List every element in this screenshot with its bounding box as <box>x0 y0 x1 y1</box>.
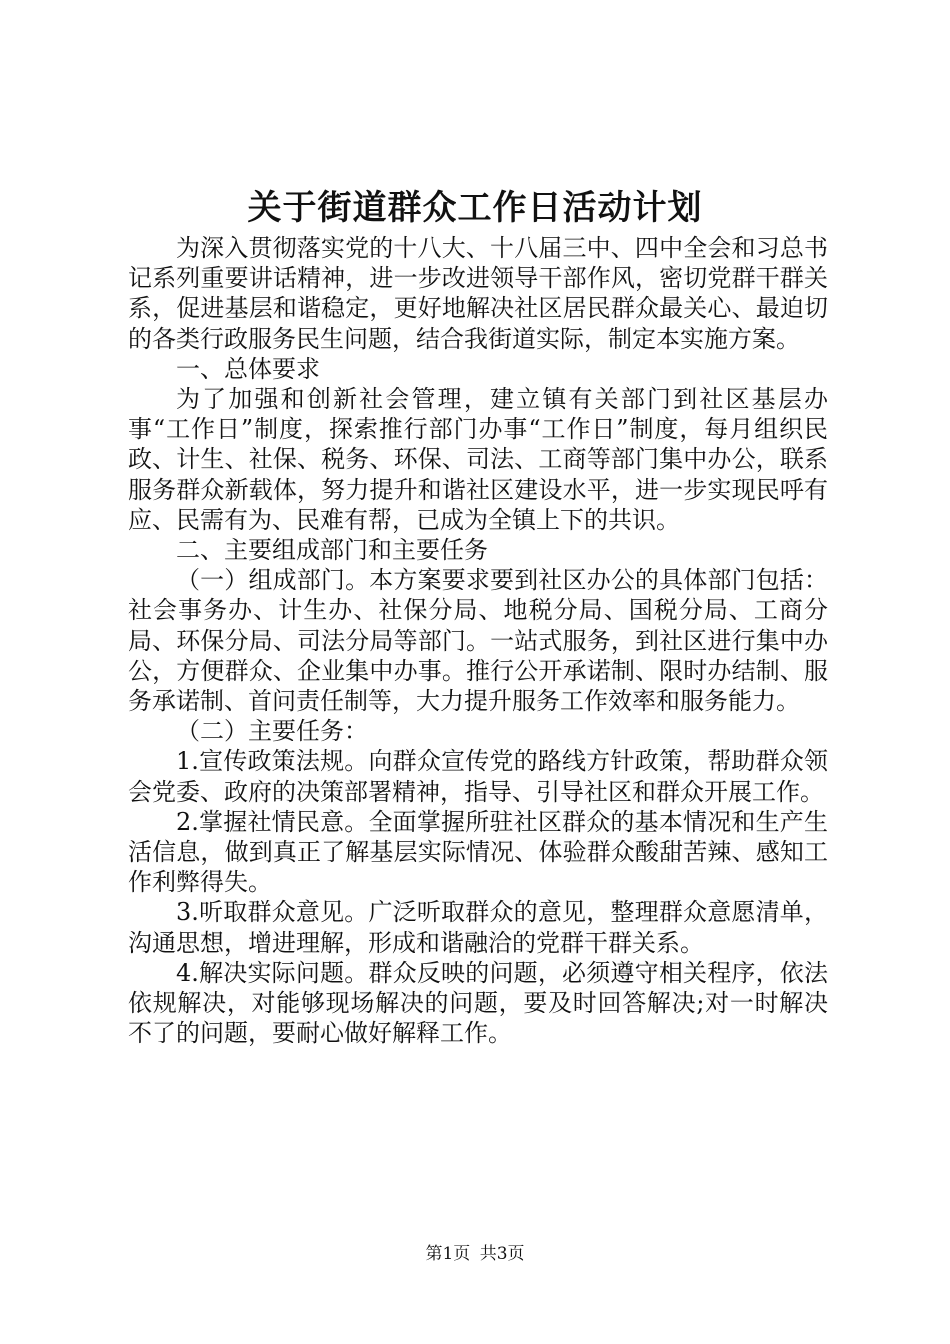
heading-main-tasks: （二）主要任务： <box>176 717 368 746</box>
paragraph-intro: 为深入贯彻落实党的十八大、十八届三中、四中全会和习总书记系列重要讲话精神，进一步改进领导干部作风，密切党群干群关系，促进基层和谐稳定，更好地解决社区居民群众最关心、最迫切的各类行政服务民生问题，结合我街道实际，制定本实施方案。 <box>128 234 828 353</box>
task-item-1: 1.宣传政策法规。向群众宣传党的路线方针政策，帮助群众领会党委、政府的决策部署精神，指导、引导社区和群众开展工作。 <box>128 747 828 806</box>
page-footer <box>0 1242 950 1266</box>
task-item-4: 4.解决实际问题。群众反映的问题，必须遵守相关程序，依法依规解决，对能够现场解决的问题，要及时回答解决;对一时解决不了的问题，要耐心做好解释工作。 <box>128 958 828 1048</box>
paragraph-general-requirements: 为了加强和创新社会管理，建立镇有关部门到社区基层办事“工作日”制度，探索推行部门办事“工作日”制度，每月组织民政、计生、社保、税务、环保、司法、工商等部门集中办公，联系服务群众新载体，努力提升和谐社区建设水平，进一步实现民呼有应、民需有为、民难有帮，已成为全镇上下的共识。 <box>128 385 828 534</box>
task-item-2: 2.掌握社情民意。全面掌握所驻社区群众的基本情况和生产生活信息，做到真正了解基层实际情况、体验群众酸甜苦辣、感知工作利弊得失。 <box>128 807 828 897</box>
heading-general-requirements: 一、总体要求 <box>176 354 320 383</box>
paragraph-departments: （一）组成部门。本方案要求要到社区办公的具体部门包括：社会事务办、计生办、社保分局、地税分局、国税分局、工商分局、环保分局、司法分局等部门。一站式服务，到社区进行集中办公，方便群众、企业集中办事。推行公开承诺制、限时办结制、服务承诺制、首问责任制等，大力提升服务工作效率和服务能力。 <box>128 566 828 716</box>
page-number: 第1页 <box>425 1244 471 1264</box>
document-title: 关于街道群众工作日活动计划 <box>247 188 703 228</box>
heading-departments-tasks: 二、主要组成部门和主要任务 <box>176 536 488 565</box>
task-item-3: 3.听取群众意见。广泛听取群众的意见，整理群众意愿清单，沟通思想，增进理解，形成和谐融洽的党群干群关系。 <box>128 898 828 957</box>
page-total: 共3页 <box>479 1244 525 1264</box>
document-body <box>128 233 828 1048</box>
